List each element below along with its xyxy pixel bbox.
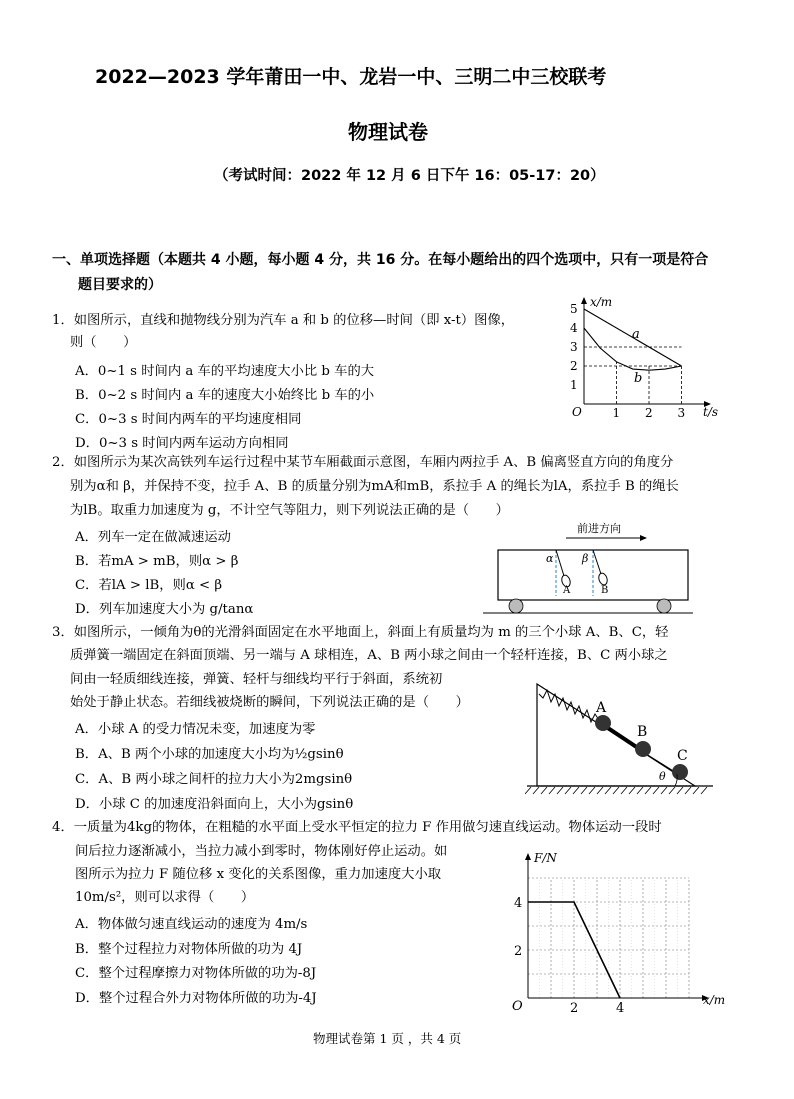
q3-stem-cont3: 始处于静止状态。若细线被烧断的瞬间，下列说法正确的是（ ） bbox=[70, 695, 469, 710]
q1-xtick-1: 1 bbox=[612, 406, 621, 420]
ground-hatch bbox=[629, 787, 635, 794]
q3-stem-cont1: 质弹簧一端固定在斜面顶端、另一端与 A 球相连，A、B 两小球之间由一个轻杆连接，B、C 两小球之 bbox=[70, 648, 668, 663]
q4-ytick-4: 4 bbox=[514, 896, 523, 911]
ground-hatch bbox=[661, 787, 667, 794]
q1-xlabel: t/s bbox=[703, 405, 719, 419]
q3-option-a: A．小球 A 的受力情况未变，加速度为零 bbox=[75, 722, 316, 737]
section-heading-cont: 题目要求的） bbox=[78, 277, 162, 293]
q4-xlabel: x/m bbox=[703, 993, 726, 1007]
direction-label: 前进方向 bbox=[577, 522, 621, 535]
q1-xt-graph bbox=[560, 292, 725, 422]
q1-option-d: D．0~3 s 时间内两车运动方向相同 bbox=[75, 436, 289, 451]
q2-option-a: A．列车一定在做减速运动 bbox=[75, 530, 231, 545]
q4-fx-graph bbox=[500, 848, 730, 1018]
ground-hatch bbox=[597, 787, 603, 794]
q1-xtick-2: 2 bbox=[645, 406, 653, 420]
q2-stem-cont2: 为lB。取重力加速度为 g，不计空气等阻力，则下列说法正确的是（ ） bbox=[70, 503, 509, 518]
q1-stem: 1．如图所示，直线和抛物线分别为汽车 a 和 b 的位移—时间（即 x-t）图像， bbox=[52, 313, 515, 328]
exam-title: 2022—2023 学年莆田一中、龙岩一中、三明二中三校联考 bbox=[95, 66, 607, 88]
q1-option-a: A．0~1 s 时间内 a 车的平均速度大小比 b 车的大 bbox=[75, 364, 375, 379]
q1-option-c: C．0~3 s 时间内两车的平均速度相同 bbox=[75, 412, 302, 427]
page-footer: 物理试卷第 1 页 ，共 4 页 bbox=[313, 1031, 462, 1046]
ground-hatch bbox=[645, 787, 651, 794]
q1-ytick-2: 2 bbox=[570, 359, 578, 373]
q1-origin: O bbox=[572, 405, 582, 419]
q3-incline-diagram bbox=[525, 676, 715, 804]
exam-time: （考试时间：2022 年 12 月 6 日下午 16：05-17：20） bbox=[214, 168, 605, 184]
q2-option-d: D．列车加速度大小为 g/tanα bbox=[75, 602, 254, 617]
ball-a-label: A bbox=[596, 700, 607, 716]
wheel-left bbox=[509, 599, 523, 613]
q2-train-diagram bbox=[478, 518, 698, 618]
q2-option-c: C．若lA > lB，则α < β bbox=[75, 578, 223, 593]
ground-hatch bbox=[669, 787, 675, 794]
ground-hatch bbox=[605, 787, 611, 794]
q1-stem-cont: 则（ ） bbox=[70, 335, 137, 350]
ball-c-label: C bbox=[677, 748, 688, 764]
ground-hatch bbox=[549, 787, 555, 794]
ball-c bbox=[672, 764, 688, 780]
ground-hatch bbox=[525, 787, 531, 794]
ground-hatch bbox=[581, 787, 587, 794]
ground-hatch bbox=[533, 787, 539, 794]
section-heading: 一、单项选择题（本题共 4 小题，每小题 4 分，共 16 分。在每小题给出的四个选项中，只有一项是符合 bbox=[52, 252, 709, 268]
q2-stem-cont1: 别为α和 β，并保持不变，拉手 A、B 的质量分别为mA和mB，系拉手 A 的绳长为lA，系拉手 B 的绳长 bbox=[70, 479, 679, 494]
q1-ytick-3: 3 bbox=[570, 340, 578, 354]
handle-b bbox=[597, 572, 608, 586]
q4-stem-cont1: 间后拉力逐渐减小，当拉力减小到零时，物体刚好停止运动。如 bbox=[75, 844, 448, 859]
q2-option-b: B．若mA > mB，则α > β bbox=[75, 554, 239, 569]
q3-stem-cont2: 间由一轻质细线连接，弹簧、轻杆与细线均平行于斜面，系统初 bbox=[70, 672, 443, 687]
ground-hatch bbox=[621, 787, 627, 794]
ball-b-label: B bbox=[637, 724, 648, 740]
q1-series-b-label: b bbox=[634, 371, 643, 386]
q4-option-d: D．整个过程合外力对物体所做的功为-4J bbox=[75, 991, 317, 1006]
angle-beta: β bbox=[582, 552, 589, 565]
label-a: A bbox=[563, 585, 571, 596]
ground-hatch bbox=[557, 787, 563, 794]
subject-title: 物理试卷 bbox=[348, 120, 428, 144]
ground-hatch bbox=[653, 787, 659, 794]
q4-xtick-2: 2 bbox=[570, 1001, 579, 1016]
ball-b bbox=[635, 741, 651, 757]
q3-stem: 3．如图所示，一倾角为θ的光滑斜面固定在水平地面上，斜面上有质量均为 m 的三个小球 A、B、C，轻 bbox=[52, 625, 669, 640]
q3-option-c: C．A、B 两小球之间杆的拉力大小为2mgsinθ bbox=[75, 772, 353, 787]
ground-hatch bbox=[701, 787, 707, 794]
ground-hatch bbox=[637, 787, 643, 794]
ground-hatch bbox=[589, 787, 595, 794]
wheel-right bbox=[657, 599, 671, 613]
ball-a bbox=[595, 715, 611, 731]
q1-ylabel: x/m bbox=[590, 295, 613, 309]
q4-option-b: B．整个过程拉力对物体所做的功为 4J bbox=[75, 942, 303, 957]
ground-hatch bbox=[685, 787, 691, 794]
label-b: B bbox=[601, 585, 609, 596]
theta-label: θ bbox=[659, 770, 666, 783]
q4-option-a: A．物体做匀速直线运动的速度为 4m/s bbox=[75, 917, 308, 932]
q1-series-a-label: a bbox=[632, 327, 640, 342]
spring bbox=[539, 690, 599, 722]
q4-stem-cont2: 图所示为拉力 F 随位移 x 变化的关系图像，重力加速度大小取 bbox=[75, 867, 442, 882]
ground-hatch bbox=[573, 787, 579, 794]
q4-ylabel: F/N bbox=[534, 851, 557, 865]
q1-ytick-4: 4 bbox=[570, 321, 578, 335]
angle-alpha: α bbox=[546, 552, 554, 565]
q1-ytick-5: 5 bbox=[570, 302, 578, 316]
ground-hatch bbox=[693, 787, 699, 794]
q4-ytick-2: 2 bbox=[514, 944, 523, 959]
ground-hatch bbox=[613, 787, 619, 794]
ground-hatch bbox=[677, 787, 683, 794]
q1-xtick-3: 3 bbox=[677, 406, 686, 420]
q3-option-b: B．A、B 两个小球的加速度大小均为½gsinθ bbox=[75, 747, 344, 762]
ground-hatch bbox=[541, 787, 547, 794]
q4-option-c: C．整个过程摩擦力对物体所做的功为-8J bbox=[75, 966, 317, 981]
ground-hatch bbox=[565, 787, 571, 794]
q1-option-b: B．0~2 s 时间内 a 车的速度大小始终比 b 车的小 bbox=[75, 388, 375, 403]
q4-stem: 4．一质量为4kg的物体，在粗糙的水平面上受水平恒定的拉力 F 作用做匀速直线运动。物体运动一段时 bbox=[52, 820, 662, 835]
q4-stem-cont3: 10m/s²，则可以求得（ ） bbox=[75, 890, 255, 905]
q4-xtick-4: 4 bbox=[616, 1001, 625, 1016]
q2-stem: 2．如图所示为某次高铁列车运行过程中某节车厢截面示意图，车厢内两拉手 A、B 偏离竖直方向的角度分 bbox=[52, 455, 674, 470]
q4-origin: O bbox=[512, 999, 523, 1014]
q3-option-d: D．小球 C 的加速度沿斜面向上，大小为gsinθ bbox=[75, 797, 354, 812]
q1-ytick-1: 1 bbox=[570, 378, 578, 392]
